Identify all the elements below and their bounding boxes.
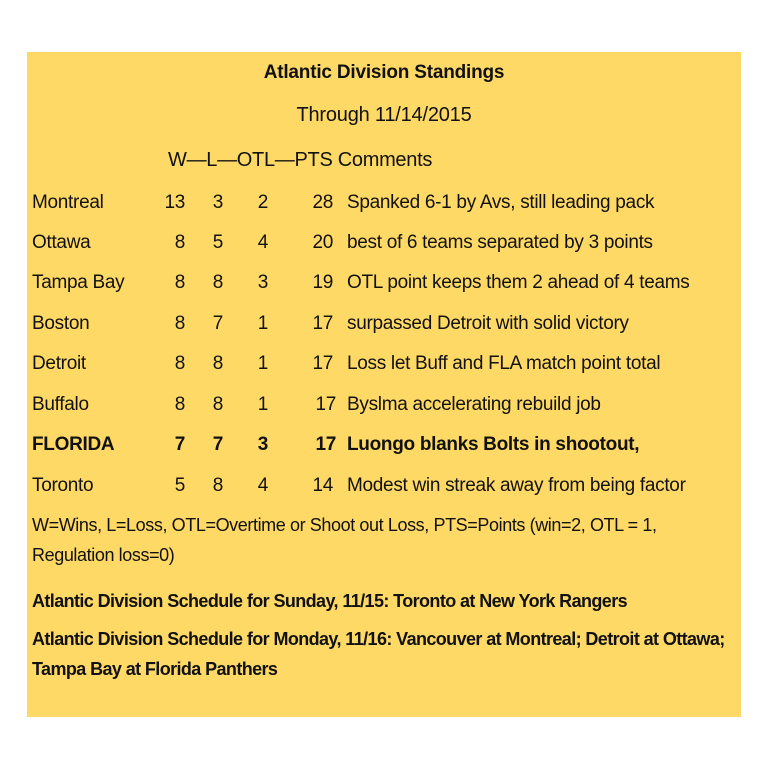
losses: 8: [212, 272, 223, 293]
losses: 8: [212, 475, 223, 496]
table-row: [27, 313, 741, 343]
points: 17: [315, 434, 336, 455]
wins: 8: [174, 232, 185, 253]
losses: 5: [212, 232, 223, 253]
table-row: [27, 192, 741, 222]
team-name: Toronto: [32, 475, 94, 496]
wins: 8: [174, 353, 185, 374]
column-header: W—L—OTL—PTS Comments: [168, 149, 433, 171]
wins: 8: [174, 313, 185, 334]
overtime-losses: 4: [257, 475, 268, 496]
wins: 8: [174, 394, 185, 415]
overtime-losses: 1: [257, 353, 268, 374]
wins: 13: [164, 192, 185, 213]
comment: Spanked 6-1 by Avs, still leading pack: [347, 192, 655, 213]
team-name: Ottawa: [32, 232, 91, 253]
overtime-losses: 3: [257, 434, 268, 455]
standings-title: Atlantic Division Standings: [263, 62, 505, 83]
standings-panel: [27, 52, 741, 717]
losses: 3: [212, 192, 223, 213]
comment: Loss let Buff and FLA match point total: [347, 353, 661, 374]
points: 17: [315, 394, 336, 415]
points: 14: [312, 475, 333, 496]
team-name: Montreal: [32, 192, 104, 213]
overtime-losses: 1: [257, 394, 268, 415]
standings-date: Through 11/14/2015: [296, 104, 472, 126]
losses: 8: [212, 394, 223, 415]
team-name: Boston: [32, 313, 90, 334]
comment: surpassed Detroit with solid victory: [347, 313, 629, 334]
overtime-losses: 4: [257, 232, 268, 253]
team-name: Tampa Bay: [32, 272, 125, 293]
comment: best of 6 teams separated by 3 points: [347, 232, 653, 253]
wins: 8: [174, 272, 185, 293]
table-row: [27, 272, 741, 302]
points: 20: [312, 232, 333, 253]
schedule-sunday: Atlantic Division Schedule for Sunday, 11/15: Toronto at New York Rangers: [32, 591, 628, 611]
abbreviation-legend: W=Wins, L=Loss, OTL=Overtime or Shoot out Loss, PTS=Points (win=2, OTL = 1, Regulation loss=0): [32, 515, 657, 565]
table-row: [27, 353, 741, 383]
wins: 5: [174, 475, 185, 496]
table-row: [27, 232, 741, 262]
table-row-highlighted: [27, 434, 741, 464]
overtime-losses: 1: [257, 313, 268, 334]
team-name: Buffalo: [32, 394, 89, 415]
table-row: [27, 394, 741, 424]
points: 17: [312, 353, 333, 374]
points: 28: [312, 192, 333, 213]
points: 19: [312, 272, 333, 293]
overtime-losses: 3: [257, 272, 268, 293]
comment: OTL point keeps them 2 ahead of 4 teams: [347, 272, 690, 293]
losses: 7: [212, 434, 223, 455]
comment: Luongo blanks Bolts in shootout,: [347, 434, 640, 455]
schedule-monday: Atlantic Division Schedule for Monday, 11/16: Vancouver at Montreal; Detroit at Ottawa; Tampa Bay at Florida Panthers: [32, 629, 725, 679]
overtime-losses: 2: [257, 192, 268, 213]
comment: Modest win streak away from being factor: [347, 475, 686, 496]
team-name: FLORIDA: [32, 434, 115, 455]
losses: 8: [212, 353, 223, 374]
table-row: [27, 475, 741, 505]
wins: 7: [174, 434, 185, 455]
points: 17: [312, 313, 333, 334]
losses: 7: [212, 313, 223, 334]
comment: Byslma accelerating rebuild job: [347, 394, 601, 415]
team-name: Detroit: [32, 353, 86, 374]
